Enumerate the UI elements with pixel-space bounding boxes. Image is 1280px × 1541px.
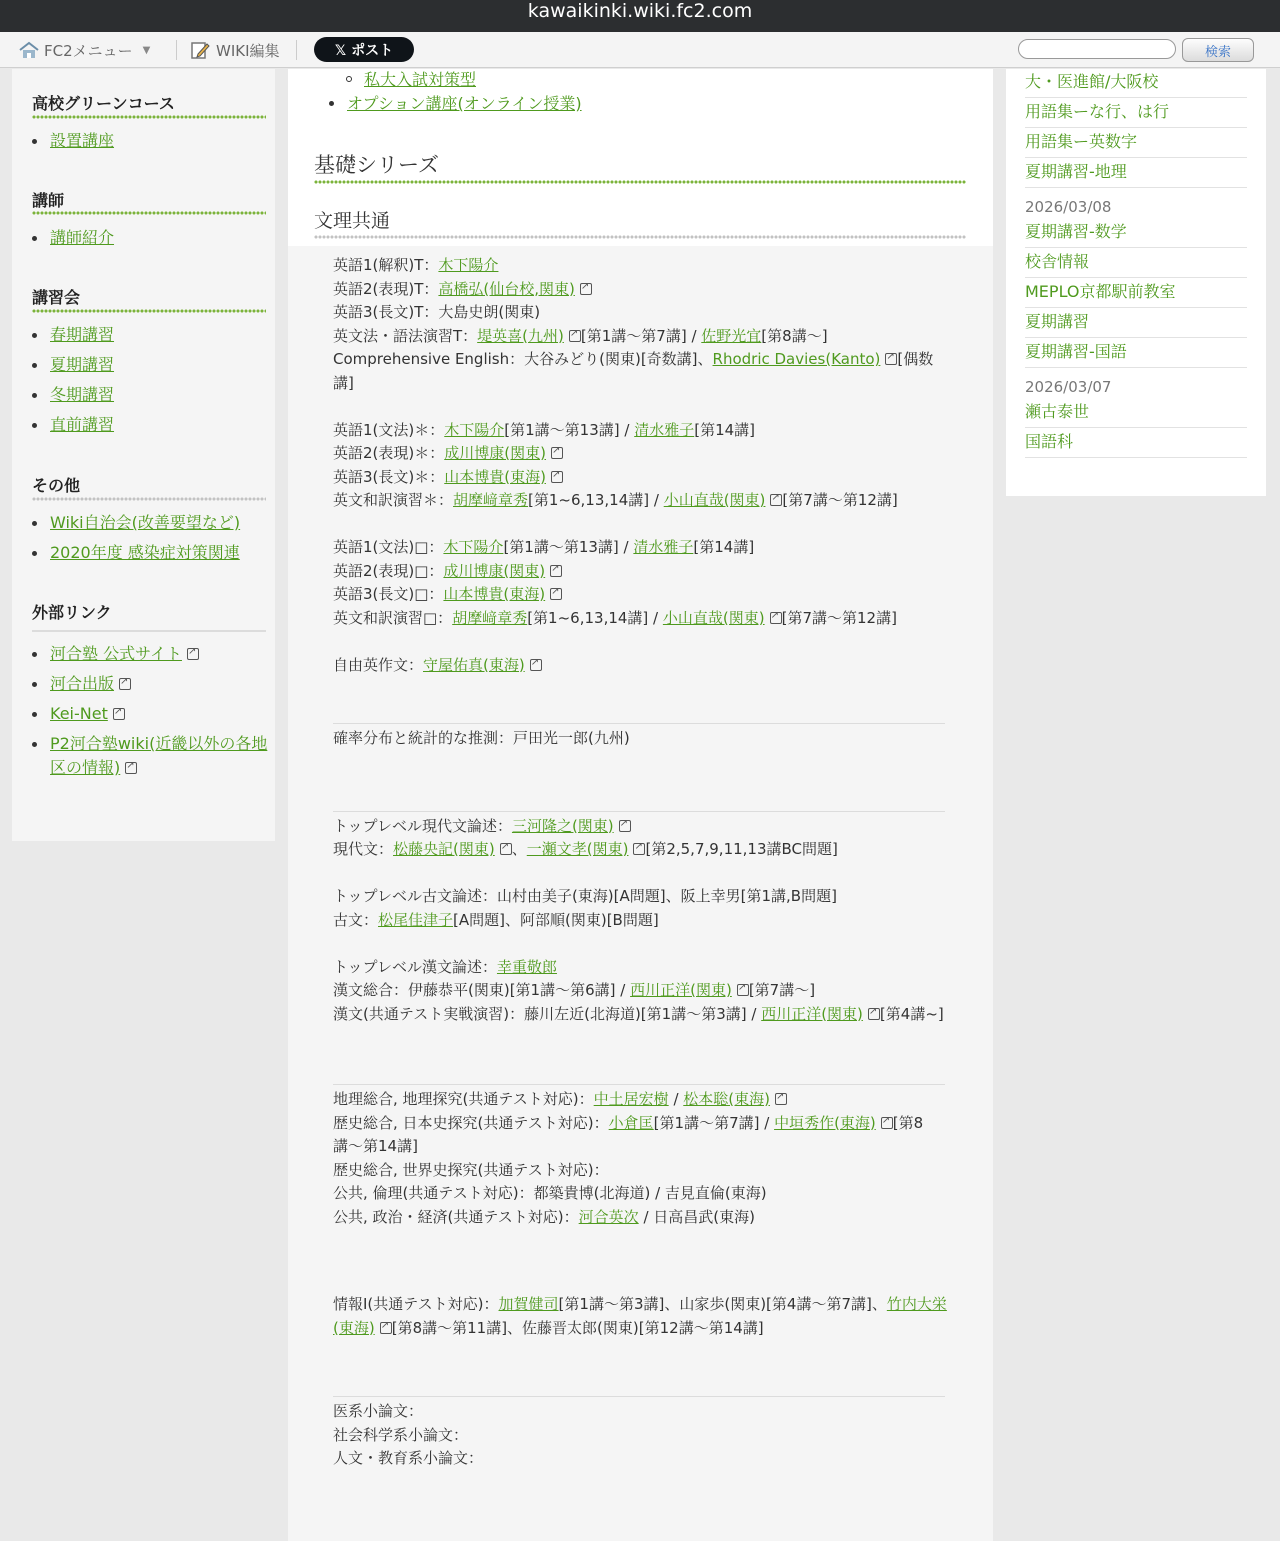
external-link-icon: [619, 820, 631, 832]
recent-page-item: [1025, 249, 1247, 278]
recent-page-item: [1025, 129, 1247, 158]
external-link-icon: [119, 678, 131, 690]
course-note: 、: [511, 840, 527, 858]
heading-underline: [32, 211, 266, 216]
course-line: [333, 560, 953, 584]
course-content: [333, 254, 953, 1471]
sidebar-link[interactable]: 講師紹介: [50, 228, 115, 247]
toc-link[interactable]: 私大入試対策型: [364, 70, 477, 89]
course-line: [333, 909, 953, 933]
teacher-link[interactable]: 松本聡(東海): [683, 1090, 770, 1108]
sidebar-heading: 講師: [32, 191, 65, 210]
course-line: 英語3(長文)T：大島史朗(関東): [333, 303, 541, 321]
external-link-icon: [770, 612, 782, 624]
teacher-link[interactable]: 山本博貴(東海): [443, 585, 546, 603]
url-bar[interactable]: [0, 0, 1280, 32]
recent-page-item: [1025, 69, 1247, 98]
external-link-icon: [775, 1093, 787, 1105]
sidebar-link[interactable]: 直前講習: [50, 415, 115, 434]
teacher-link[interactable]: 堤英喜(九州): [477, 326, 564, 345]
section-heading: 基礎シリーズ: [314, 153, 439, 177]
course-line: [333, 583, 953, 607]
course-label: 英語2(表現)T：: [333, 279, 439, 298]
course-label: 古文：: [333, 910, 379, 929]
list-item: [50, 126, 270, 156]
external-link-icon: [550, 565, 562, 577]
teacher-link[interactable]: 山本博貴(東海): [444, 467, 546, 486]
course-line: 医系小論文：: [333, 1402, 424, 1420]
course-note: [第1~6,13,14講] /: [527, 608, 663, 627]
heading-underline: [32, 497, 266, 502]
course-label: 英語1(解釈)T：: [333, 256, 439, 274]
teacher-link[interactable]: 小山直哉(関東): [662, 608, 765, 627]
course-note: [第1講〜第7講] /: [653, 1113, 775, 1132]
teacher-link[interactable]: 成川博康(関東): [444, 444, 546, 462]
sidebar-link[interactable]: Wiki自治会(改善要望など): [50, 513, 241, 532]
fc2-menu-label: FC2メニュー: [44, 41, 133, 60]
teacher-link[interactable]: 幸重敬郎: [496, 957, 557, 976]
external-link-icon: [550, 588, 562, 600]
sidebar-link[interactable]: 春期講習: [50, 325, 115, 344]
list-item: [50, 410, 270, 440]
sidebar-heading: 高校グリーンコース: [32, 94, 175, 113]
course-note: [第14講]: [693, 538, 755, 556]
external-link-icon: [113, 708, 125, 720]
external-link-icon: [737, 984, 749, 996]
external-link-icon: [881, 1117, 893, 1129]
course-label: 自由英作文：: [333, 655, 424, 674]
teacher-link[interactable]: 小倉匡: [608, 1113, 654, 1132]
teacher-link[interactable]: 佐野光宜: [701, 326, 762, 345]
heading-underline: [32, 630, 266, 632]
teacher-link[interactable]: 西川正洋(関東): [630, 981, 732, 999]
course-note: [第1~6,13,14講] /: [528, 491, 664, 509]
course-label: 英語1(文法)＊：: [333, 420, 445, 439]
course-line: 歴史総合, 世界史探究(共通テスト対応)：: [333, 1160, 609, 1179]
recent-page-item: [1025, 309, 1247, 338]
course-label: 英文法・語法演習T：: [333, 326, 478, 345]
external-link-icon: [770, 494, 782, 506]
external-link-icon: [633, 843, 645, 855]
list-item: [50, 732, 270, 780]
recent-page-item: [1025, 339, 1247, 368]
teacher-link[interactable]: 木下陽介: [444, 420, 505, 439]
chevron-down-icon: ▼: [142, 44, 151, 56]
external-link[interactable]: 河合塾 公式サイト: [50, 644, 182, 663]
external-link-icon: [885, 353, 897, 365]
recent-page-link[interactable]: 夏期講習-国語: [1025, 342, 1127, 361]
course-note: [第7講〜第12講]: [781, 608, 897, 627]
external-link-icon: [380, 1322, 392, 1334]
toolbar-divider: [176, 40, 177, 60]
course-line: [333, 348, 953, 395]
course-line: [333, 254, 953, 278]
external-link-icon: [551, 447, 563, 459]
teacher-link[interactable]: 胡摩﨑章秀: [453, 491, 529, 509]
toolbar-divider: [296, 40, 297, 60]
sidebar-link[interactable]: 夏期講習: [50, 355, 115, 374]
recent-page-item: [1025, 429, 1247, 458]
course-line: 社会科学系小論文：: [333, 1425, 469, 1444]
external-link-icon: [580, 283, 592, 295]
course-note: [第4講~]: [879, 1004, 944, 1023]
external-link[interactable]: P2河合塾wiki(近畿以外の各地区の情報): [50, 734, 268, 777]
course-line: [333, 607, 953, 631]
wiki-edit-button[interactable]: [190, 32, 280, 68]
recent-page-link[interactable]: 夏期講習-地理: [1025, 162, 1127, 181]
update-date: 2026/03/07: [1025, 378, 1112, 396]
main-content: [288, 69, 993, 1541]
course-line: [333, 1112, 953, 1159]
course-label: 英文和訳演習□：: [333, 608, 453, 627]
sidebar-list: [50, 508, 270, 568]
course-note: [第14講]: [694, 420, 756, 439]
update-date: 2026/03/08: [1025, 198, 1112, 216]
recent-page-link[interactable]: MEPLO京都駅前教室: [1025, 282, 1176, 301]
sidebar-list: [50, 223, 270, 253]
course-label: 公共, 政治・経済(共通テスト対応)：: [333, 1207, 579, 1226]
teacher-link[interactable]: 清水雅子: [633, 538, 694, 556]
course-note: [第1講〜第3講]、山家歩(関東)[第4講〜第7講]、: [558, 1295, 887, 1313]
recent-page-link[interactable]: 夏期講習: [1025, 312, 1090, 331]
heading-underline: [314, 180, 966, 185]
course-note: [第1講〜第7講] /: [580, 326, 702, 345]
sidebar-heading: その他: [32, 476, 81, 495]
teacher-link[interactable]: 松尾佳津子: [378, 910, 454, 929]
teacher-link[interactable]: 守屋佑真(東海): [423, 655, 525, 674]
course-line: [333, 956, 953, 980]
course-label: 英語1(文法)□：: [333, 538, 444, 556]
sidebar-heading: 講習会: [32, 288, 81, 307]
course-line: [333, 325, 953, 349]
recent-page-item: [1025, 399, 1247, 428]
course-line: [333, 1293, 953, 1340]
teacher-link[interactable]: 成川博康(関東): [443, 561, 546, 580]
sidebar-heading: 外部リンク: [32, 603, 112, 622]
heading-underline: [314, 235, 966, 240]
teacher-link[interactable]: 小山直哉(関東): [663, 491, 766, 509]
recent-page-item: [1025, 99, 1247, 128]
course-label: 漢文(共通テスト実戦演習)：藤川左近(北海道)[第1講〜第3講] /: [333, 1004, 762, 1023]
course-note: /: [668, 1090, 684, 1108]
course-label: 英語3(長文)＊：: [333, 467, 445, 486]
teacher-link[interactable]: 高橋弘(仙台校,関東): [438, 279, 575, 298]
course-label: 英文和訳演習＊：: [333, 491, 454, 509]
sidebar-link[interactable]: 冬期講習: [50, 385, 115, 404]
search-button[interactable]: 検索: [1182, 38, 1254, 62]
teacher-link[interactable]: Rhodric Davies(Kanto): [712, 350, 881, 368]
course-line: [333, 1206, 953, 1230]
teacher-link[interactable]: 河合英次: [578, 1207, 639, 1226]
sidebar-list: [50, 639, 270, 780]
course-line: [333, 654, 953, 678]
course-line: [333, 838, 953, 862]
external-link-icon: [551, 471, 563, 483]
sidebar-list: [50, 126, 270, 156]
list-item: [50, 699, 270, 729]
course-label: 漢文総合：伊藤恭平(関東)[第1講〜第6講] /: [333, 981, 631, 999]
course-line: [333, 442, 953, 466]
course-label: 英語2(表現)＊：: [333, 444, 445, 462]
course-note: [第7講〜]: [748, 981, 816, 999]
course-line: [333, 489, 953, 513]
list-item: [347, 93, 582, 115]
course-label: 英語3(長文)□：: [333, 585, 444, 603]
list-item: [50, 380, 270, 410]
recent-page-item: [1025, 219, 1247, 248]
list-item: [50, 223, 270, 253]
course-line: [333, 1088, 953, 1112]
course-label: トップレベル現代文論述：: [333, 816, 512, 835]
recent-page-link[interactable]: 校舎情報: [1025, 252, 1090, 271]
course-note: [A問題]、阿部順(関東)[B問題]: [453, 910, 659, 929]
recent-page-link[interactable]: 大・医進館/大阪校: [1025, 72, 1159, 91]
course-label: 英語2(表現)□：: [333, 561, 444, 580]
recent-updates-list: [1025, 69, 1247, 459]
course-line: [333, 278, 953, 302]
left-sidebar: [12, 69, 275, 841]
teacher-link[interactable]: 木下陽介: [438, 256, 499, 274]
course-label: 現代文：: [333, 840, 394, 858]
course-note: [第8講〜]: [761, 326, 828, 345]
right-sidebar: [1006, 69, 1266, 496]
teacher-link[interactable]: 清水雅子: [634, 420, 695, 439]
x-post-button[interactable]: 𝕏 ポスト: [314, 37, 414, 62]
list-item: [50, 320, 270, 350]
recent-page-link[interactable]: 瀬古泰世: [1025, 402, 1090, 421]
teacher-link[interactable]: 中垣秀作(東海): [774, 1113, 876, 1132]
course-note: [第1講〜第13講] /: [503, 538, 634, 556]
external-link-icon: [868, 1008, 880, 1020]
recent-page-item: [1025, 159, 1247, 188]
external-link-icon: [569, 330, 581, 342]
list-item: [50, 639, 270, 669]
teacher-link[interactable]: 竹内大栄(東海): [333, 1295, 947, 1337]
course-line: [333, 466, 953, 490]
external-link[interactable]: 河合出版: [50, 674, 115, 693]
list-item: [50, 350, 270, 380]
course-label: 歴史総合, 日本史探究(共通テスト対応)：: [333, 1113, 609, 1132]
list-item: [50, 538, 270, 568]
course-label: Comprehensive English：大谷みどり(関東)[奇数講]、: [333, 350, 713, 368]
edit-icon: [190, 40, 210, 60]
course-line: 公共, 倫理(共通テスト対応)：都築貴博(北海道) / 吉見直倫(東海): [333, 1184, 767, 1202]
course-line: 確率分布と統計的な推測：戸田光一郎(九州): [333, 729, 630, 747]
recent-page-item: [1025, 279, 1247, 308]
course-note: [第8講〜第14講]: [333, 1113, 924, 1155]
teacher-link[interactable]: 松藤央記(関東): [393, 840, 495, 858]
sidebar-list: [50, 320, 270, 440]
external-link-icon: [530, 659, 542, 671]
sidebar-link[interactable]: 2020年度 感染症対策関連: [50, 543, 240, 562]
course-label: 地理総合, 地理探究(共通テスト対応)：: [333, 1090, 594, 1108]
course-note: [第8講〜第11講]、佐藤晋太郎(関東)[第12講〜第14講]: [391, 1318, 764, 1337]
course-label: 情報Ⅰ(共通テスト対応)：: [333, 1295, 499, 1313]
course-note: [第1講〜第13講] /: [504, 420, 635, 439]
external-link-icon: [187, 648, 199, 660]
home-icon: [18, 41, 40, 59]
course-line: トップレベル古文論述：山村由美子(東海)[A問題]、阪上幸男[第1講,B問題]: [333, 887, 837, 905]
course-note: [第7講〜第12講]: [782, 491, 898, 509]
list-item: [50, 669, 270, 699]
external-link[interactable]: Kei-Net: [50, 704, 108, 723]
course-line: [333, 1003, 953, 1027]
recent-page-link[interactable]: 用語集ー英数字: [1025, 132, 1138, 151]
teacher-link[interactable]: 木下陽介: [443, 538, 504, 556]
course-line: 人文・教育系小論文：: [333, 1449, 484, 1467]
recent-page-link[interactable]: 用語集ーな行、は行: [1025, 102, 1170, 121]
recent-page-link[interactable]: 国語科: [1025, 432, 1074, 451]
subsection-heading: 文理共通: [314, 210, 391, 232]
external-link-icon: [125, 762, 137, 774]
course-line: [333, 979, 953, 1003]
list-item: [364, 69, 476, 91]
fc2-menu-button[interactable]: [18, 32, 150, 68]
course-note: / 日高昌武(東海): [638, 1207, 755, 1226]
course-label: トップレベル漢文論述：: [333, 957, 497, 976]
course-note: [第2,5,7,9,11,13講BC問題]: [645, 840, 838, 858]
main-top-area: [288, 69, 993, 246]
fc2-toolbar: [0, 32, 1280, 68]
toc-link[interactable]: オプション講座(オンライン授業): [347, 94, 582, 113]
teacher-link[interactable]: 中土居宏樹: [593, 1090, 669, 1108]
course-line: [333, 815, 953, 839]
wiki-edit-label: WIKI編集: [216, 41, 280, 60]
sidebar-link[interactable]: 設置講座: [50, 131, 115, 150]
heading-underline: [32, 115, 266, 120]
heading-underline: [32, 309, 266, 314]
course-line: [333, 536, 953, 560]
course-note: [偶数講]: [333, 350, 934, 392]
teacher-link[interactable]: 加賀健司: [498, 1295, 559, 1313]
teacher-link[interactable]: 西川正洋(関東): [761, 1004, 863, 1023]
list-item: [50, 508, 270, 538]
url-text: kawaikinki.wiki.fc2.com: [527, 0, 753, 22]
course-line: [333, 419, 953, 443]
teacher-link[interactable]: 一瀬文孝(関東): [526, 840, 629, 858]
external-link-icon: [500, 843, 512, 855]
teacher-link[interactable]: 三河隆之(関東): [511, 816, 614, 835]
search-input[interactable]: [1018, 39, 1176, 59]
recent-page-link[interactable]: 夏期講習-数学: [1025, 222, 1127, 241]
teacher-link[interactable]: 胡摩﨑章秀: [452, 608, 528, 627]
